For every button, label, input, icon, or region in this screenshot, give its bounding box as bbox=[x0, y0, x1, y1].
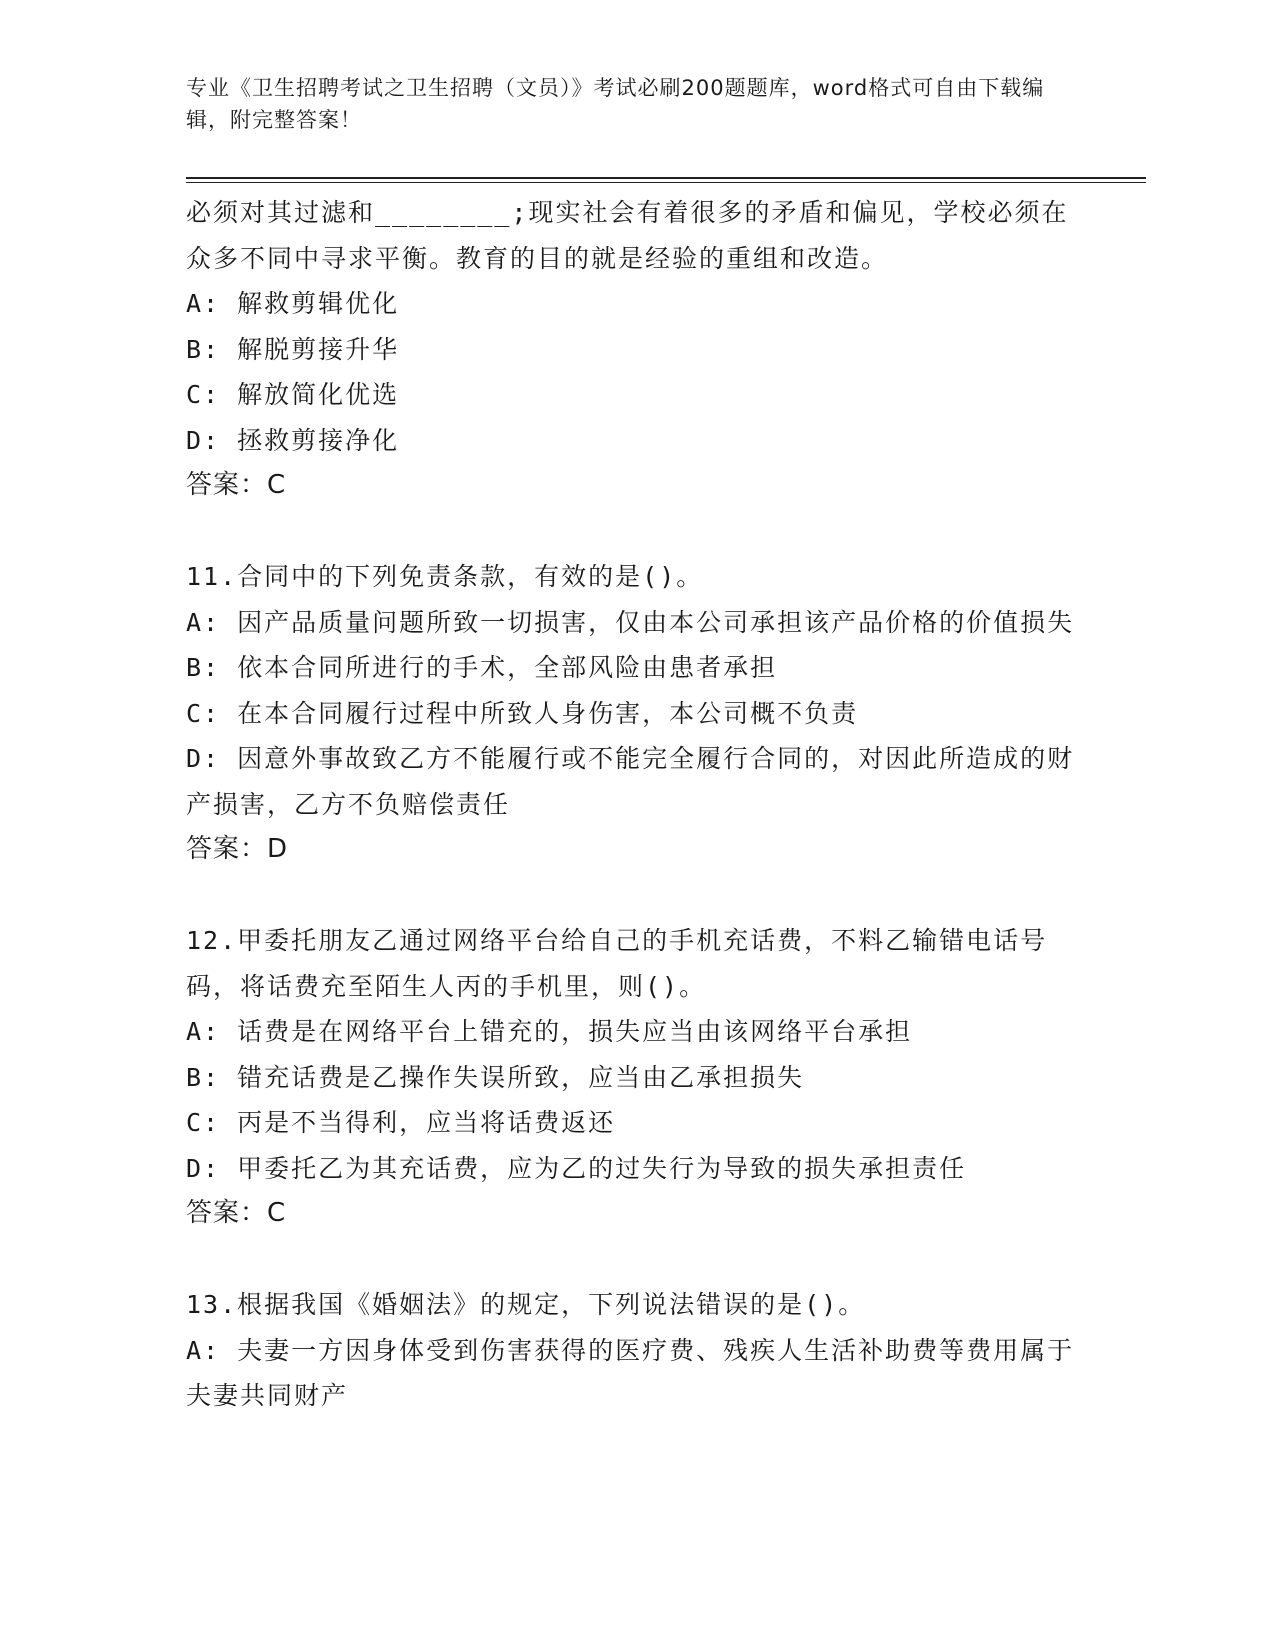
option-d: D: 拯救剪接净化 bbox=[186, 425, 400, 455]
option-c: C: 在本合同履行过程中所致人身伤害，本公司概不负责 bbox=[186, 698, 859, 728]
question-stem: 13.根据我国《婚姻法》的规定，下列说法错误的是()。 bbox=[186, 1290, 866, 1319]
option-b: B: 依本合同所进行的手术，全部风险由患者承担 bbox=[186, 653, 778, 682]
option-b: B: 错充话费是乙操作失误所致，应当由乙承担损失 bbox=[186, 1062, 805, 1092]
header-rule-thin bbox=[186, 182, 1146, 183]
answer-line: 答案：D bbox=[186, 834, 289, 864]
question-stem: 必须对其过滤和________;现实社会有着很多的矛盾和偏见，学校必须在众多不同中寻求平衡。教育的目的就是经验的重组和改造。 bbox=[186, 198, 1069, 273]
question-13 bbox=[186, 1282, 1086, 1419]
option-a: A: 因产品质量问题所致一切损害，仅由本公司承担该产品价格的价值损失 bbox=[186, 607, 1075, 637]
option-c: C: 丙是不当得利，应当将话费返还 bbox=[186, 1108, 616, 1137]
option-d: D: 因意外事故致乙方不能履行或不能完全履行合同的，对因此所造成的财产损害，乙方不负赔偿责任 bbox=[186, 744, 1075, 819]
header-title: 专业《卫生招聘考试之卫生招聘（文员）》考试必刷200题题库，word格式可自由下载编辑，附完整答案！ bbox=[186, 76, 1045, 132]
question-stem: 11.合同中的下列免责条款，有效的是()。 bbox=[186, 562, 704, 591]
question-10 bbox=[186, 190, 1086, 509]
document-header bbox=[186, 72, 1066, 136]
question-stem: 12.甲委托朋友乙通过网络平台给自己的手机充话费，不料乙输错电话号码，将话费充至陌生人丙的手机里，则()。 bbox=[186, 926, 1048, 1001]
option-c: C: 解放简化优选 bbox=[186, 380, 400, 409]
answer-line: 答案：C bbox=[186, 1198, 287, 1228]
question-list bbox=[186, 190, 1086, 1419]
header-rule-thick bbox=[186, 177, 1146, 179]
answer-line: 答案：C bbox=[186, 470, 287, 500]
option-a: A: 夫妻一方因身体受到伤害获得的医疗费、残疾人生活补助费等费用属于夫妻共同财产 bbox=[186, 1335, 1075, 1410]
question-12 bbox=[186, 918, 1086, 1237]
option-a: A: 话费是在网络平台上错充的，损失应当由该网络平台承担 bbox=[186, 1017, 913, 1046]
option-a: A: 解救剪辑优化 bbox=[186, 289, 400, 318]
question-11 bbox=[186, 554, 1086, 873]
option-b: B: 解脱剪接升华 bbox=[186, 334, 400, 364]
option-d: D: 甲委托乙为其充话费，应为乙的过失行为导致的损失承担责任 bbox=[186, 1153, 967, 1183]
